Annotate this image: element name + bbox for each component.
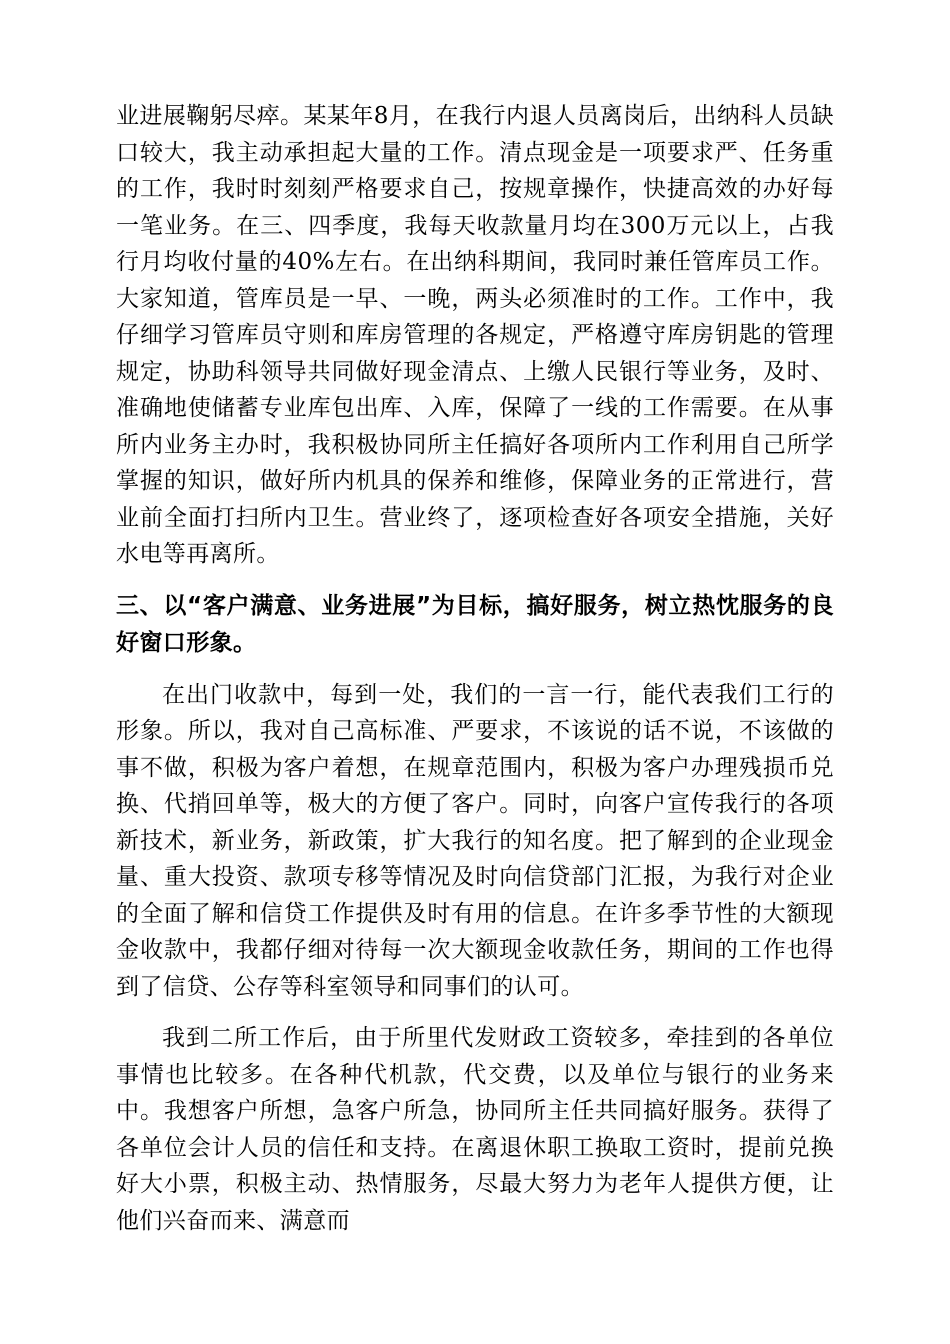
section-heading-3: 三、以“客户满意、业务进展”为目标，搞好服务，树立热忱服务的良好窗口形象。 <box>116 592 834 656</box>
paragraph-spacer <box>116 662 834 677</box>
document-page <box>116 98 834 1239</box>
paragraph-spacer <box>116 573 834 588</box>
paragraph-continued: 业进展鞠躬尽瘁。某某年8月，在我行内退人员离岗后，出纳科人员缺口较大，我主动承担起大量的工作。清点现金是一项要求严、任务重的工作，我时时刻刻严格要求自己，按规章操作，快捷高效的办好每一笔业务。在三、四季度，我每天收款量月均在300万元以上，占我行月均收付量的40%左右。在出纳科期间，我同时兼任管库员工作。大家知道，管库员是一早、一晚，两头必须准时的工作。工作中，我仔细学习管库员守则和库房管理的各规定，严格遵守库房钥匙的管理规定，协助科领导共同做好现金清点、上缴人民银行等业务，及时、准确地使储蓄专业库包出库、入库，保障了一线的工作需要。在从事所内业务主办时，我积极协同所主任搞好各项所内工作利用自己所学掌握的知识，做好所内机具的保养和维修，保障业务的正常进行，营业前全面打扫所内卫生。营业终了，逐项检查好各项安全措施，关好水电等再离所。 <box>116 103 834 567</box>
paragraph-customer-service: 在出门收款中，每到一处，我们的一言一行，能代表我们工行的形象。所以，我对自己高标准、严要求，不该说的话不说，不该做的事不做，积极为客户着想，在规章范围内，积极为客户办理残损币兑换、代捎回单等，极大的方便了客户。同时，向客户宣传我行的各项新技术，新业务，新政策，扩大我行的知名度。把了解到的企业现金量、重大投资、款项专移等情况及时向信贷部门汇报，为我行对企业的全面了解和信贷工作提供及时有用的信息。在许多季节性的大额现金收款中，我都仔细对待每一次大额现金收款任务，期间的工作也得到了信贷、公存等科室领导和同事们的认可。 <box>116 681 834 1000</box>
paragraph-spacer <box>116 1005 834 1020</box>
paragraph-second-office: 我到二所工作后，由于所里代发财政工资较多，牵挂到的各单位事情也比较多。在各种代机款，代交费，以及单位与银行的业务来中。我想客户所想，急客户所急，协同所主任共同搞好服务。获得了各单位会计人员的信任和支持。在离退休职工换取工资时，提前兑换好大小票，积极主动、热情服务，尽最大努力为老年人提供方便，让他们兴奋而来、满意而 <box>116 1025 834 1234</box>
